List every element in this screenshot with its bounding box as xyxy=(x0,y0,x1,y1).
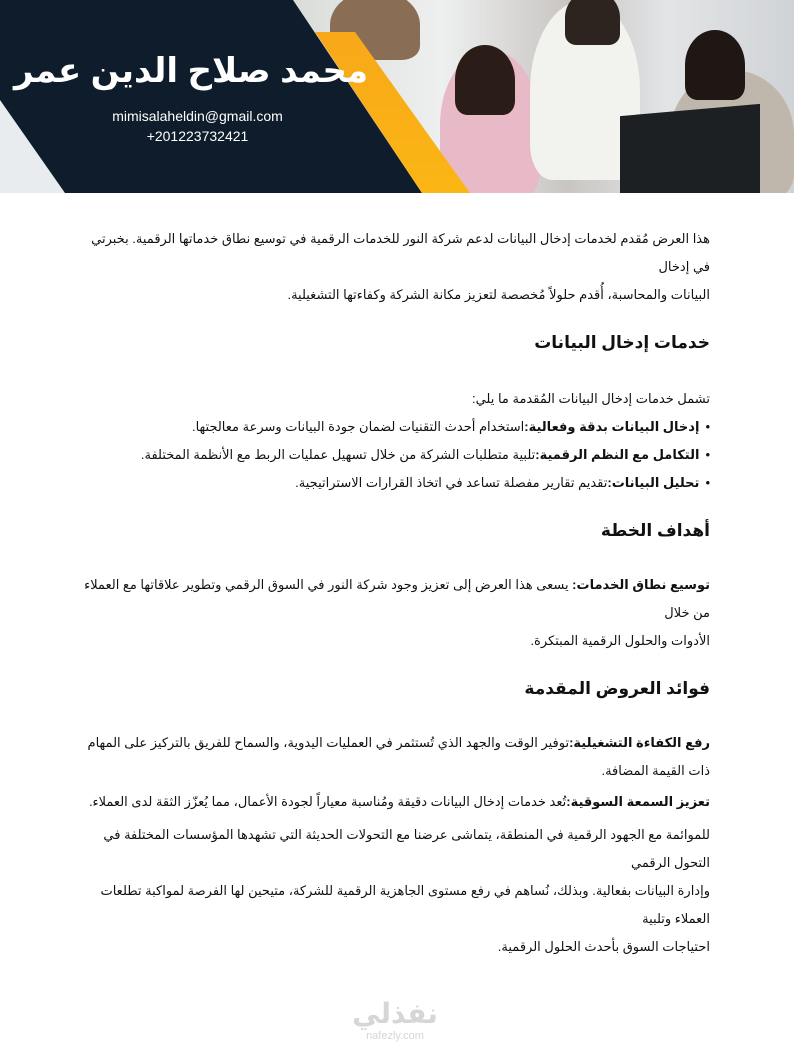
list-item: •إدخال البيانات بدقة وفعالية:استخدام أحدث التقنيات لضمان جودة البيانات وسرعة معالجتها. xyxy=(80,413,710,441)
intro-paragraph xyxy=(80,225,710,309)
contact-info xyxy=(90,106,305,146)
services-list xyxy=(80,413,710,497)
services-section xyxy=(80,331,710,497)
closing-line: احتياجات السوق بأحدث الحلول الرقمية. xyxy=(497,939,710,954)
list-item: •تحليل البيانات:تقديم تقارير مفصلة تساعد في اتخاذ القرارات الاستراتيجية. xyxy=(80,469,710,497)
phone: +201223732421 xyxy=(146,128,249,144)
closing-line: وإدارة البيانات بفعالية. وبذلك، نُساهم في رفع مستوى الجاهزية الرقمية للشركة، متيحين لها الفرصة لمواكبة تطلعات العملاء وتلبية xyxy=(100,883,710,926)
benefits-section xyxy=(80,677,710,961)
header-banner xyxy=(0,0,794,193)
closing-line: للموائمة مع الجهود الرقمية في المنطقة، يتماشى عرضنا مع التحولات الحديثة التي تشهدها المؤسسات المختلفة في التحول الرقمي xyxy=(103,827,710,870)
watermark-arabic: نفذلي xyxy=(352,998,438,1029)
section-title: فوائد العروض المقدمة xyxy=(524,679,710,698)
benefit-item: تعزيز السمعة السوقية:تُعد خدمات إدخال البيانات دقيقة ومُناسبة معياراً لجودة الأعمال، مما يُعزّز الثقة لدى العملاء. xyxy=(88,794,710,809)
document-body xyxy=(80,225,710,1051)
goals-text: الأدوات والحلول الرقمية المبتكرة. xyxy=(530,633,710,648)
nafezly-watermark xyxy=(345,999,445,1043)
benefit-item: رفع الكفاءة التشغيلية:توفير الوقت والجهد الذي تُستثمر في العمليات اليدوية، والسماح للفريق بالتركيز على المهام ذات القيمة المضافة. xyxy=(87,735,710,778)
watermark-latin: nafezly.com xyxy=(366,1030,424,1042)
email: mimisalaheldin@gmail.com xyxy=(112,108,283,124)
goals-section xyxy=(80,519,710,655)
bullet-icon: • xyxy=(705,419,710,434)
services-lead: تشمل خدمات إدخال البيانات المُقدمة ما يلي: xyxy=(471,391,710,406)
list-item: •التكامل مع النظم الرقمية:تلبية متطلبات الشركة من خلال تسهيل عمليات الربط مع الأنظمة المختلفة. xyxy=(80,441,710,469)
goals-text: توسيع نطاق الخدمات: يسعى هذا العرض إلى تعزيز وجود شركة النور في السوق الرقمي وتطوير علاقاتها مع العملاء من خلال xyxy=(84,577,710,620)
intro-line: هذا العرض مُقدم لخدمات إدخال البيانات لدعم شركة النور للخدمات الرقمية في توسيع نطاق خدماتها الرقمية. بخبرتي في إدخال xyxy=(91,231,710,274)
intro-line: البيانات والمحاسبة، أُقدم حلولاً مُخصصة لتعزيز مكانة الشركة وكفاءتها التشغيلية. xyxy=(287,287,710,302)
author-name: محمد صلاح الدين عمر xyxy=(14,52,369,90)
section-title: خدمات إدخال البيانات xyxy=(534,333,710,352)
bullet-icon: • xyxy=(705,447,710,462)
bullet-icon: • xyxy=(705,475,710,490)
section-title: أهداف الخطة xyxy=(600,521,710,540)
